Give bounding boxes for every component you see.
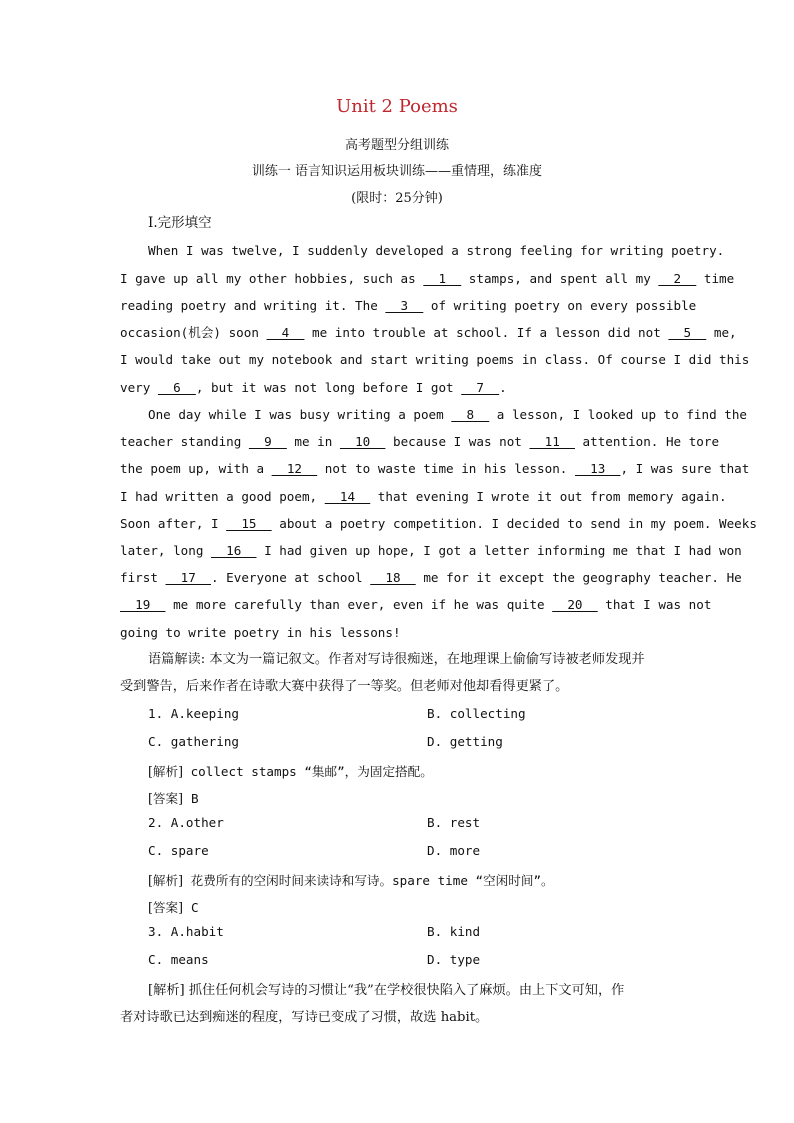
passage-line: When I was twelve, I suddenly developed a strong feeling for writing poetry. (148, 243, 725, 258)
q2-answer: [答案] C (148, 900, 199, 915)
blank-3: 3 (385, 298, 424, 313)
answer-tag: [答案] (148, 791, 184, 806)
unit-title: Unit 2 Poems (336, 96, 458, 117)
blank-5: 5 (668, 325, 707, 340)
answer-tag: [答案] (148, 900, 184, 915)
passage-line: I gave up all my other hobbies, such as 1 stamps, and spent all my 2 time (120, 271, 735, 286)
q3-analysis: [解析] 抓住任何机会写诗的习惯让“我”在学校很快陷入了麻烦。由上下文可知，作 (148, 983, 625, 998)
blank-13: 13 (574, 461, 621, 476)
q3-analysis-cont: 者对诗歌已达到痴迷的程度，写诗已变成了习惯，故选 habit。 (120, 1010, 489, 1025)
blank-19: 19 (120, 597, 166, 612)
q3-option-c: C. means (148, 952, 209, 967)
training-heading: 训练一 语言知识运用板块训练——重情理，练准度 (251, 164, 543, 179)
q1-answer: [答案] B (148, 791, 199, 806)
passage-line: reading poetry and writing it. The 3 of writing poetry on every possible (120, 298, 697, 313)
blank-12: 12 (271, 461, 318, 476)
analysis-tag: [解析] (148, 983, 185, 998)
analysis-tag: [解析] (148, 764, 184, 779)
section-heading: Ⅰ.完形填空 (148, 215, 212, 231)
passage-line: Soon after, I 15 about a poetry competition. I decided to send in my poem. Weeks (120, 516, 757, 531)
q2-option-b: B. rest (427, 815, 481, 830)
q2-option-c: C. spare (148, 843, 209, 858)
q2-analysis: [解析] 花费所有的空闲时间来读诗和写诗。spare time “空闲时间”。 (148, 873, 554, 888)
blank-4: 4 (266, 325, 305, 340)
q1-option-d: D. getting (427, 734, 503, 749)
passage-line: going to write poetry in his lessons! (120, 625, 401, 640)
blank-18: 18 (370, 570, 416, 585)
passage-line: later, long 16 I had given up hope, I got a letter informing me that I had won (120, 543, 742, 558)
passage-line: the poem up, with a 12 not to waste time in his lesson. 13 , I was sure that (120, 461, 750, 476)
q1-option-b: B. collecting (427, 706, 526, 721)
subtitle: 高考题型分组训练 (344, 138, 449, 153)
blank-10: 10 (339, 434, 386, 449)
blank-7: 7 (461, 380, 500, 395)
blank-15: 15 (226, 516, 272, 531)
passage-line: teacher standing 9 me in 10 because I was not 11 attention. He tore (120, 434, 720, 449)
q1-option-a: 1. A.keeping (148, 706, 239, 721)
q2-option-d: D. more (427, 843, 481, 858)
q1-option-c: C. gathering (148, 734, 239, 749)
blank-8: 8 (451, 407, 490, 422)
blank-16: 16 (211, 543, 257, 558)
q3-option-a: 3. A.habit (148, 924, 224, 939)
blank-11: 11 (529, 434, 575, 449)
q1-analysis: [解析] collect stamps “集邮”，为固定搭配。 (148, 764, 433, 779)
passage-line: first 17 . Everyone at school 18 me for it except the geography teacher. He (120, 570, 742, 585)
analysis-tag: [解析] (148, 873, 184, 888)
blank-9: 9 (248, 434, 287, 449)
time-limit: (限时：25分钟) (351, 191, 443, 206)
passage-line: 19 me more carefully than ever, even if he was quite 20 that I was not (120, 597, 712, 612)
summary-line: 语篇解读: 本文为一篇记叙文。作者对写诗很痴迷，在地理课上偷偷写诗被老师发现并 (148, 652, 645, 667)
q3-option-d: D. type (427, 952, 481, 967)
passage-line: occasion(机会) soon 4 me into trouble at school. If a lesson did not 5 me, (120, 325, 737, 340)
passage-line: One day while I was busy writing a poem 8 a lesson, I looked up to find the (148, 407, 748, 422)
blank-1: 1 (423, 271, 462, 286)
passage-line: I would take out my notebook and start writing poems in class. Of course I did this (120, 352, 750, 367)
blank-20: 20 (552, 597, 598, 612)
blank-6: 6 (157, 380, 196, 395)
blank-17: 17 (165, 570, 211, 585)
passage-line: I had written a good poem, 14 that evening I wrote it out from memory again. (120, 489, 727, 504)
q2-option-a: 2. A.other (148, 815, 224, 830)
blank-2: 2 (658, 271, 697, 286)
q3-option-b: B. kind (427, 924, 481, 939)
blank-14: 14 (324, 489, 371, 504)
summary-line: 受到警告，后来作者在诗歌大赛中获得了一等奖。但老师对他却看得更紧了。 (120, 679, 569, 694)
passage-line: very 6 , but it was not long before I got 7 . (120, 380, 507, 395)
